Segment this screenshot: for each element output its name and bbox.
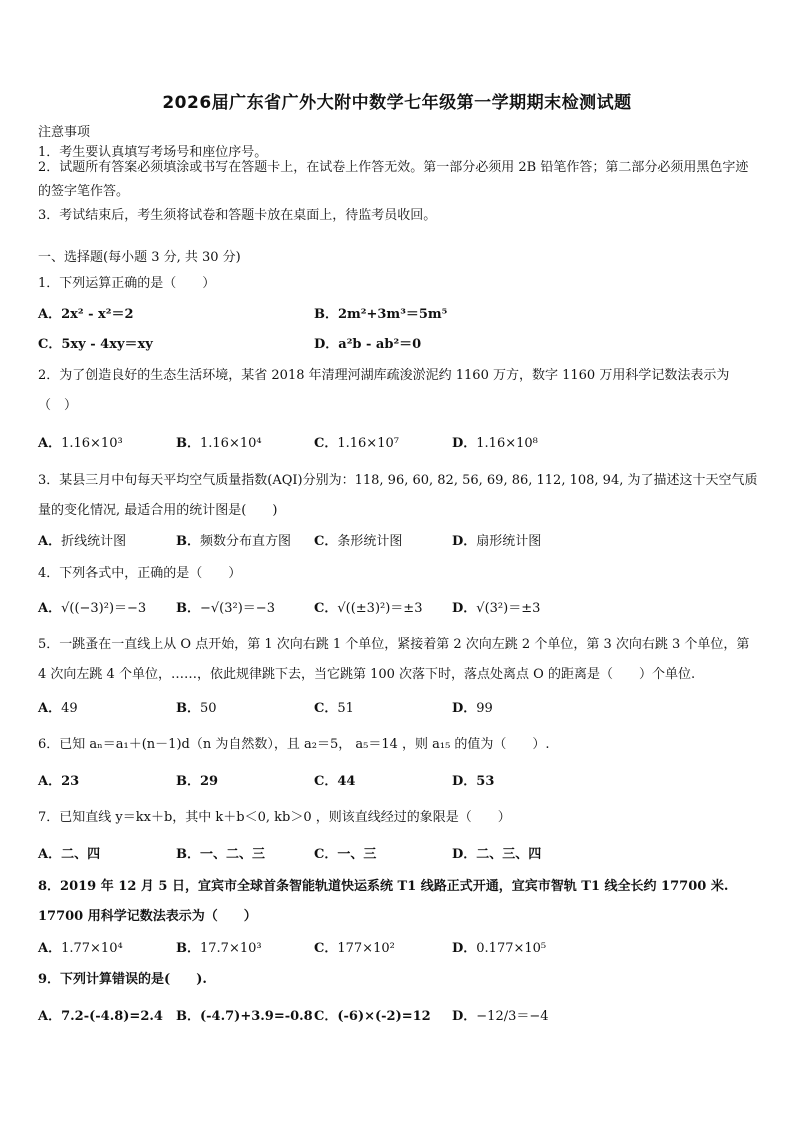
option-label: B． bbox=[176, 601, 200, 616]
option-label: D． bbox=[452, 774, 477, 789]
option-label: D． bbox=[452, 534, 477, 549]
section-heading: 一、选择题(每小题 3 分, 共 30 分) bbox=[38, 250, 241, 265]
question-4-stem: 4．下列各式中，正确的是（ ） bbox=[38, 566, 242, 581]
option-text: −√(3²)＝−3 bbox=[200, 601, 275, 616]
option-label: B． bbox=[176, 534, 200, 549]
option-label: B． bbox=[176, 774, 200, 789]
option-text: (-4.7)+3.9=-0.8 bbox=[200, 1009, 313, 1024]
q9-option-c[interactable] bbox=[314, 1005, 431, 1024]
option-label: A． bbox=[38, 436, 62, 451]
option-text: 49 bbox=[61, 701, 78, 716]
option-label: A． bbox=[38, 307, 62, 322]
option-text: 44 bbox=[337, 774, 356, 789]
q1-option-a[interactable] bbox=[38, 303, 134, 322]
option-label: A． bbox=[38, 847, 62, 862]
q3-option-c[interactable] bbox=[314, 530, 402, 549]
option-text: 29 bbox=[200, 774, 219, 789]
option-text: a²b - ab²＝0 bbox=[338, 337, 422, 352]
option-text: 1.16×10⁸ bbox=[476, 436, 538, 451]
option-label: A． bbox=[38, 701, 62, 716]
option-label: B． bbox=[314, 307, 338, 322]
q8-option-b[interactable] bbox=[176, 937, 262, 956]
option-label: B． bbox=[176, 1009, 200, 1024]
q2-option-c[interactable] bbox=[314, 432, 399, 451]
option-label: B． bbox=[176, 941, 200, 956]
q6-option-a[interactable] bbox=[38, 770, 79, 789]
option-label: C． bbox=[314, 941, 338, 956]
option-label: C． bbox=[314, 436, 338, 451]
q2-option-b[interactable] bbox=[176, 432, 262, 451]
q4-option-a[interactable] bbox=[38, 597, 146, 616]
option-label: A． bbox=[38, 1009, 62, 1024]
question-6-stem: 6．已知 aₙ＝a₁＋(n－1)d（n 为自然数），且 a₂＝5， a₅＝14 ，则 a₁₅ 的值为（ ）. bbox=[38, 737, 550, 752]
q3-option-a[interactable] bbox=[38, 530, 126, 549]
question-1-stem: 1．下列运算正确的是（ ） bbox=[38, 276, 216, 291]
question-9-stem: 9．下列计算错误的是( ). bbox=[38, 972, 207, 987]
question-5-stem: 5．一跳蚤在一直线上从 O 点开始，第 1 次向右跳 1 个单位，紧接着第 2 次向左跳 2 个单位，第 3 次向右跳 3 个单位，第 4 次向左跳 4 个单位，……，依此规律跳下去，当它跳第 100 次落下时，落点处离点 O 的距离是（ ）个单位. bbox=[38, 637, 750, 682]
q4-option-b[interactable] bbox=[176, 597, 275, 616]
q7-option-a[interactable] bbox=[38, 843, 100, 862]
option-text: 1.16×10⁷ bbox=[337, 436, 399, 451]
question-8-stem: 8．2019 年 12 月 5 日，宜宾市全球首条智能轨道快运系统 T1 线路正式开通，宜宾市智轨 T1 线全长约 17700 米. 17700 用科学记数法表示为（ ） bbox=[38, 879, 729, 924]
option-label: D． bbox=[452, 847, 477, 862]
option-text: 2x² - x²＝2 bbox=[61, 307, 134, 322]
q5-option-c[interactable] bbox=[314, 697, 354, 716]
q6-option-b[interactable] bbox=[176, 770, 218, 789]
question-7-stem: 7．已知直线 y＝kx＋b，其中 k＋b＜0, kb＞0 ，则该直线经过的象限是（ ） bbox=[38, 810, 511, 825]
option-text: 频数分布直方图 bbox=[200, 534, 292, 549]
notes-heading: 注意事项 bbox=[38, 125, 91, 140]
option-text: √((−3)²)＝−3 bbox=[61, 601, 147, 616]
option-label: D． bbox=[452, 941, 477, 956]
option-label: A． bbox=[38, 774, 62, 789]
q3-option-d[interactable] bbox=[452, 530, 541, 549]
q8-option-a[interactable] bbox=[38, 937, 123, 956]
q8-option-c[interactable] bbox=[314, 937, 395, 956]
q9-option-d[interactable] bbox=[452, 1005, 549, 1024]
q6-option-d[interactable] bbox=[452, 770, 494, 789]
option-label: D． bbox=[314, 337, 339, 352]
q6-option-c[interactable] bbox=[314, 770, 355, 789]
option-text: 99 bbox=[476, 701, 493, 716]
option-label: D． bbox=[452, 601, 477, 616]
option-text: 1.77×10⁴ bbox=[61, 941, 123, 956]
q7-option-d[interactable] bbox=[452, 843, 541, 862]
option-text: 0.177×10⁵ bbox=[476, 941, 547, 956]
option-label: C． bbox=[314, 774, 338, 789]
option-text: 177×10² bbox=[337, 941, 395, 956]
page-title: 2026届广东省广外大附中数学七年级第一学期期末检测试题 bbox=[162, 93, 632, 113]
q5-option-b[interactable] bbox=[176, 697, 217, 716]
note-item-2: 2．试题所有答案必须填涂或书写在答题卡上，在试卷上作答无效。第一部分必须用 2B 铅笔作答；第二部分必须用黑色字迹的签字笔作答。 bbox=[38, 160, 749, 199]
option-text: 7.2-(-4.8)=2.4 bbox=[61, 1009, 163, 1024]
option-text: 折线统计图 bbox=[61, 534, 127, 549]
option-text: 53 bbox=[476, 774, 495, 789]
option-label: A． bbox=[38, 941, 62, 956]
option-label: D． bbox=[452, 1009, 477, 1024]
q1-option-b[interactable] bbox=[314, 303, 447, 322]
option-label: B． bbox=[176, 701, 200, 716]
option-text: 51 bbox=[337, 701, 354, 716]
q5-option-a[interactable] bbox=[38, 697, 78, 716]
note-item-3: 3．考试结束后，考生须将试卷和答题卡放在桌面上，待监考员收回。 bbox=[38, 208, 437, 223]
option-label: C． bbox=[314, 601, 338, 616]
option-label: C． bbox=[314, 534, 338, 549]
option-label: D． bbox=[452, 436, 477, 451]
q5-option-d[interactable] bbox=[452, 697, 493, 716]
option-text: 1.16×10⁴ bbox=[200, 436, 262, 451]
option-text: 23 bbox=[61, 774, 80, 789]
option-text: 2m²+3m³＝5m⁵ bbox=[338, 307, 448, 322]
option-text: 扇形统计图 bbox=[476, 534, 542, 549]
option-text: 二、四 bbox=[61, 847, 101, 862]
note-item-1: 1．考生要认真填写考场号和座位序号。 bbox=[38, 145, 268, 160]
option-text: √((±3)²)＝±3 bbox=[337, 601, 423, 616]
q1-option-d[interactable] bbox=[314, 333, 421, 352]
q2-option-a[interactable] bbox=[38, 432, 123, 451]
option-label: D． bbox=[452, 701, 477, 716]
option-label: A． bbox=[38, 601, 62, 616]
q7-option-b[interactable] bbox=[176, 843, 265, 862]
q1-option-c[interactable] bbox=[38, 333, 153, 352]
q7-option-c[interactable] bbox=[314, 843, 376, 862]
q4-option-d[interactable] bbox=[452, 597, 540, 616]
option-text: 1.16×10³ bbox=[61, 436, 123, 451]
option-text: 一、三 bbox=[337, 847, 377, 862]
option-text: −12/3＝−4 bbox=[476, 1009, 549, 1024]
option-label: C． bbox=[38, 337, 62, 352]
option-label: C． bbox=[314, 701, 338, 716]
q8-option-d[interactable] bbox=[452, 937, 546, 956]
option-text: (-6)×(-2)=12 bbox=[337, 1009, 431, 1024]
q2-option-d[interactable] bbox=[452, 432, 538, 451]
option-text: 二、三、四 bbox=[476, 847, 542, 862]
q4-option-c[interactable] bbox=[314, 597, 422, 616]
q3-option-b[interactable] bbox=[176, 530, 291, 549]
option-label: B． bbox=[176, 847, 200, 862]
option-text: √(3²)＝±3 bbox=[476, 601, 541, 616]
option-label: C． bbox=[314, 847, 338, 862]
question-3-stem: 3．某县三月中旬每天平均空气质量指数(AQI)分别为：118, 96, 60, 82, 56, 69, 86, 112, 108, 94, 为了描述这十天空气质量的变化情况, 最适合用的统计图是( ) bbox=[38, 473, 758, 518]
option-text: 条形统计图 bbox=[337, 534, 403, 549]
q9-option-b[interactable] bbox=[176, 1005, 313, 1024]
option-label: A． bbox=[38, 534, 62, 549]
option-text: 17.7×10³ bbox=[200, 941, 262, 956]
option-label: B． bbox=[176, 436, 200, 451]
q9-option-a[interactable] bbox=[38, 1005, 163, 1024]
option-text: 50 bbox=[200, 701, 217, 716]
option-text: 一、二、三 bbox=[200, 847, 266, 862]
option-label: C． bbox=[314, 1009, 338, 1024]
question-2-stem: 2．为了创造良好的生态生活环境，某省 2018 年清理河湖库疏浚淤泥约 1160 万方，数字 1160 万用科学记数法表示为（ ） bbox=[38, 368, 730, 413]
option-text: 5xy - 4xy＝xy bbox=[61, 337, 153, 352]
